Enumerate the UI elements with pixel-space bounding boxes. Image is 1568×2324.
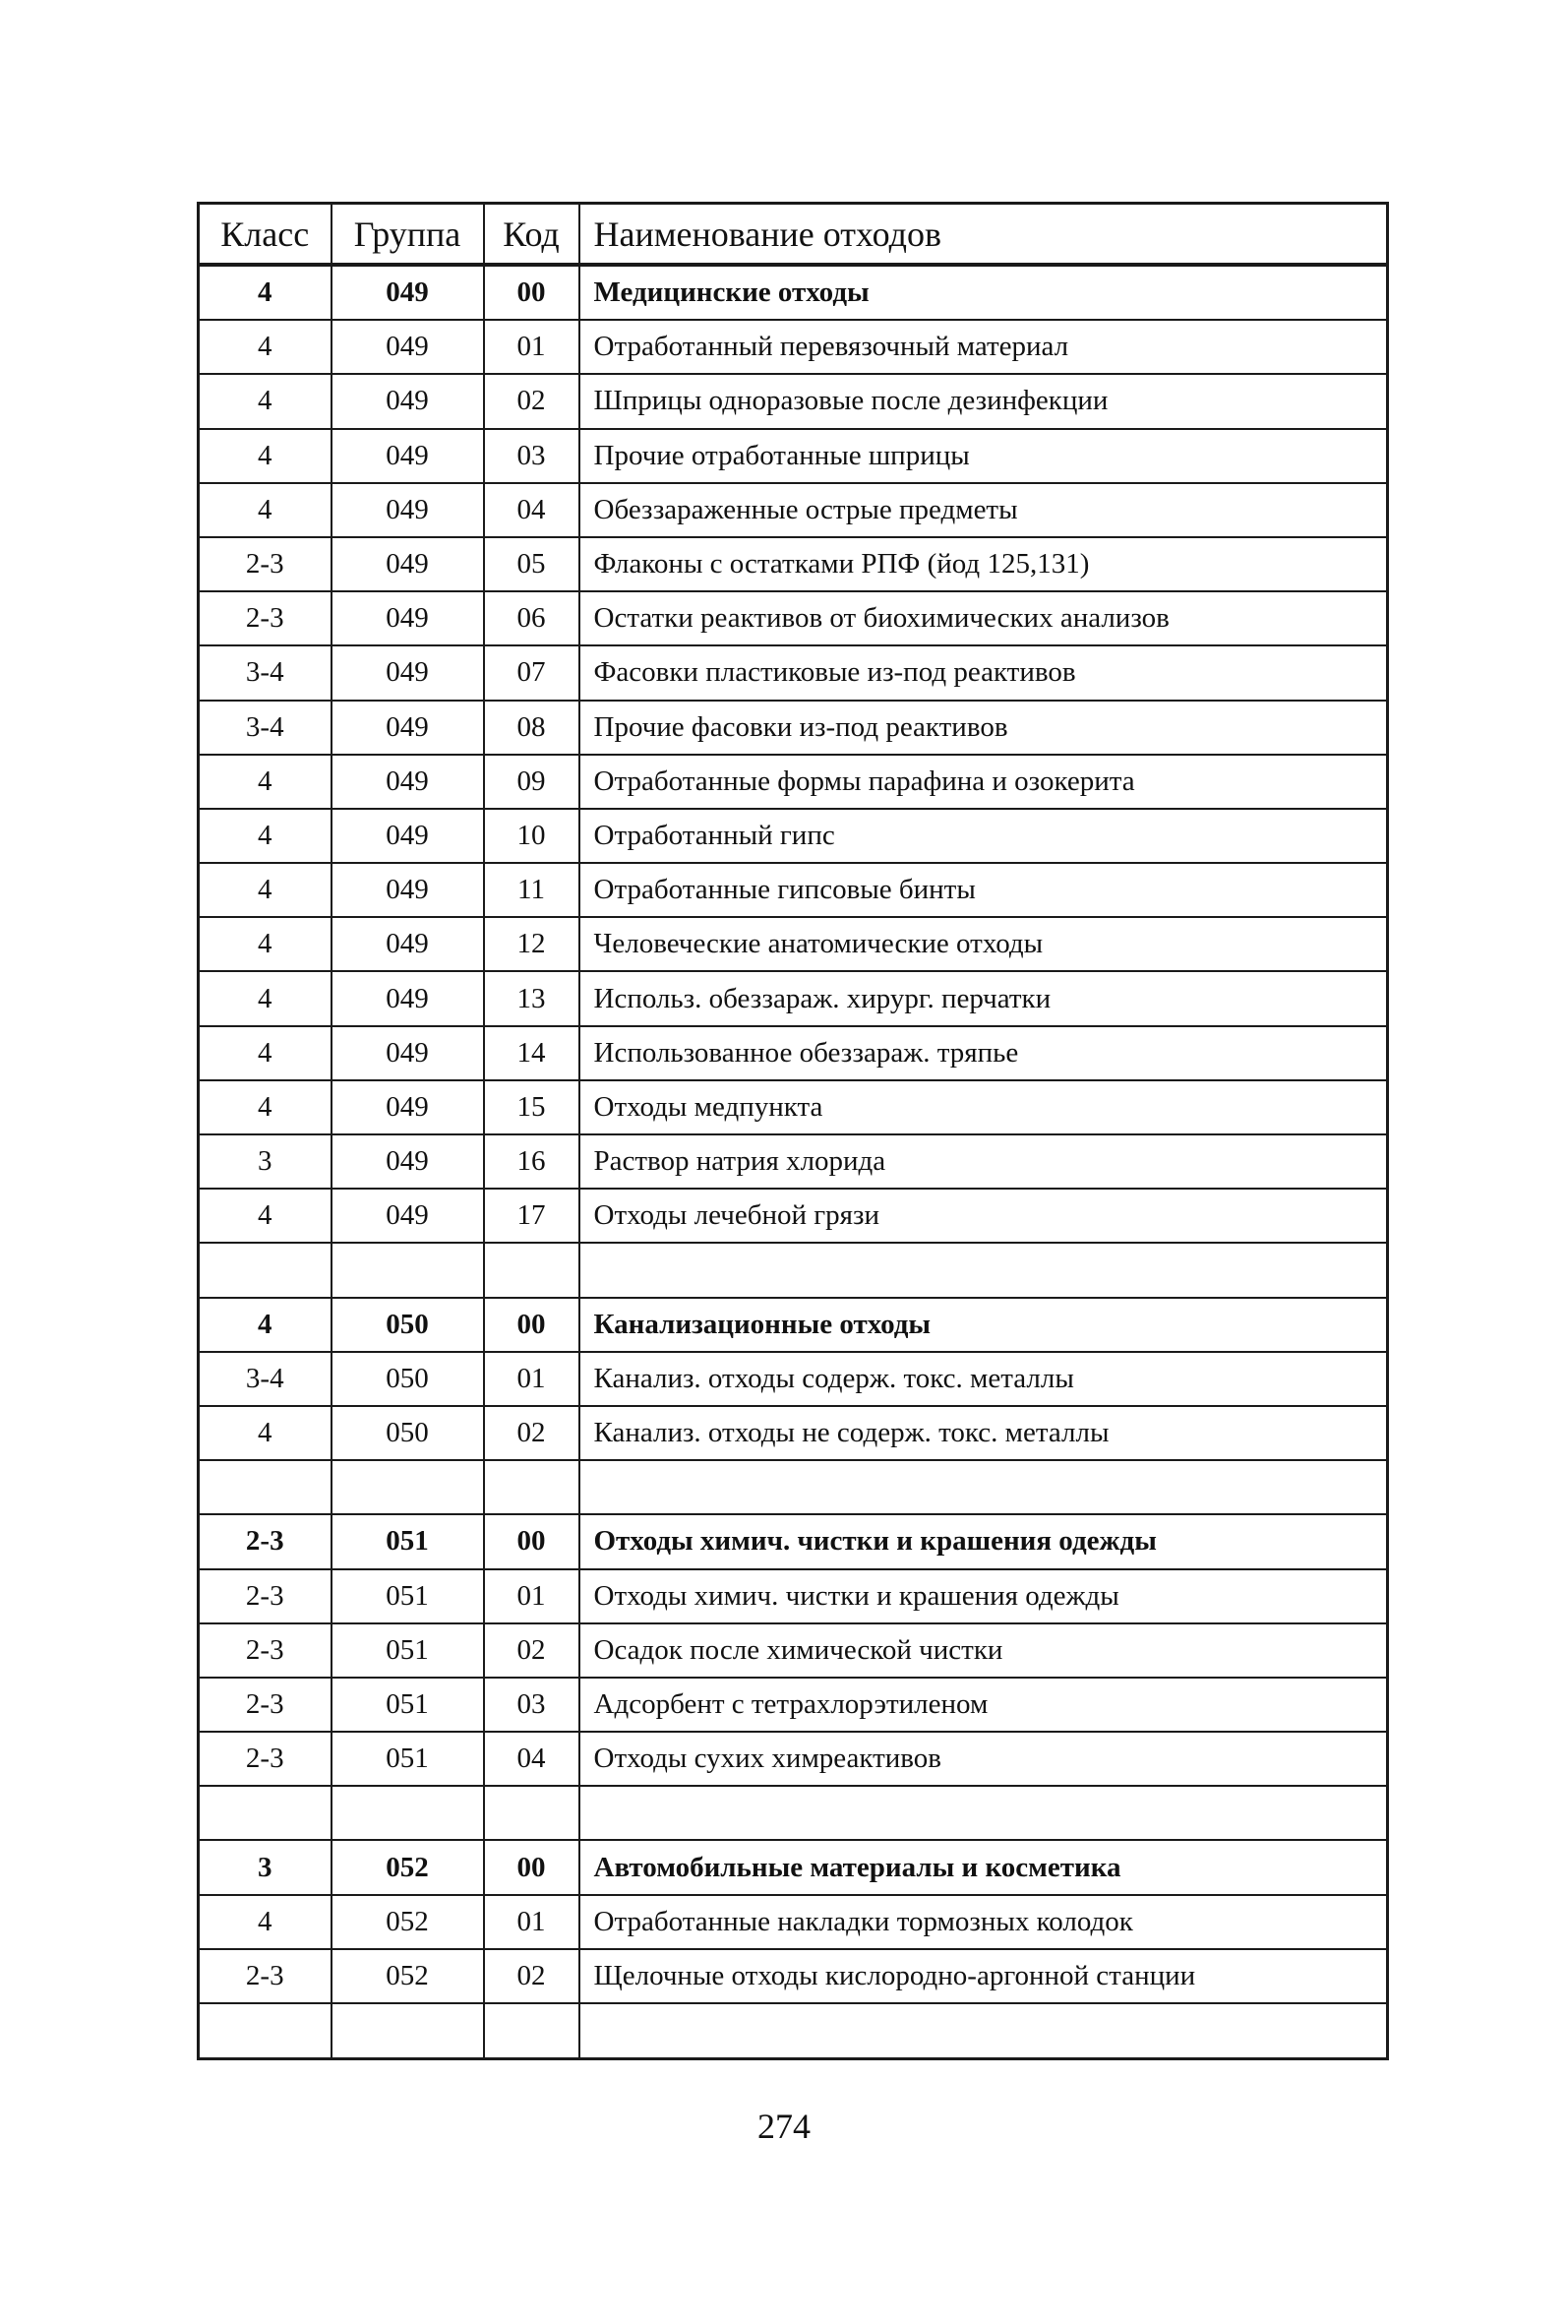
cell-code <box>484 1460 579 1514</box>
cell-code: 11 <box>484 863 579 917</box>
table-row <box>199 755 1388 809</box>
cell-group: 051 <box>332 1678 484 1732</box>
cell-code: 01 <box>484 1569 579 1623</box>
section-header-row <box>199 1298 1388 1352</box>
cell-name: Отходы сухих химреактивов <box>579 1732 1388 1786</box>
cell-name: Канализ. отходы не содерж. токс. металлы <box>579 1406 1388 1460</box>
table-row <box>199 374 1388 428</box>
cell-code: 02 <box>484 1949 579 2003</box>
blank-row <box>199 1460 1388 1514</box>
cell-group: 049 <box>332 537 484 591</box>
table-row <box>199 1134 1388 1189</box>
cell-code: 13 <box>484 971 579 1025</box>
cell-group <box>332 1243 484 1297</box>
cell-code: 14 <box>484 1026 579 1080</box>
table-row <box>199 645 1388 700</box>
cell-group: 049 <box>332 971 484 1025</box>
cell-name: Автомобильные материалы и косметика <box>579 1840 1388 1894</box>
header-row <box>199 204 1388 266</box>
cell-class: 4 <box>199 1026 332 1080</box>
cell-group <box>332 2003 484 2059</box>
cell-class: 4 <box>199 809 332 863</box>
cell-code: 15 <box>484 1080 579 1134</box>
cell-name: Щелочные отходы кислородно-аргонной станции <box>579 1949 1388 2003</box>
table-row <box>199 1080 1388 1134</box>
cell-group: 049 <box>332 591 484 645</box>
cell-class: 4 <box>199 1189 332 1243</box>
cell-name: Отработанный перевязочный материал <box>579 320 1388 374</box>
cell-class <box>199 2003 332 2059</box>
cell-name <box>579 1786 1388 1840</box>
cell-name: Обеззараженные острые предметы <box>579 483 1388 537</box>
cell-code: 07 <box>484 645 579 700</box>
header-code: Код <box>484 204 579 266</box>
cell-name: Отработанный гипс <box>579 809 1388 863</box>
table-row <box>199 701 1388 755</box>
cell-class: 4 <box>199 483 332 537</box>
table-row <box>199 483 1388 537</box>
section-header-row <box>199 265 1388 320</box>
blank-row <box>199 2003 1388 2059</box>
table-row <box>199 1189 1388 1243</box>
cell-code: 10 <box>484 809 579 863</box>
cell-code: 03 <box>484 429 579 483</box>
cell-class: 4 <box>199 1298 332 1352</box>
cell-code: 04 <box>484 483 579 537</box>
cell-name: Канализ. отходы содерж. токс. металлы <box>579 1352 1388 1406</box>
cell-group: 050 <box>332 1406 484 1460</box>
cell-class: 4 <box>199 1895 332 1949</box>
cell-name: Отходы лечебной грязи <box>579 1189 1388 1243</box>
section-header-row <box>199 1840 1388 1894</box>
cell-name: Отходы химич. чистки и крашения одежды <box>579 1569 1388 1623</box>
cell-group: 049 <box>332 1026 484 1080</box>
waste-classification-table <box>197 202 1389 2060</box>
cell-class: 4 <box>199 320 332 374</box>
cell-class: 2-3 <box>199 1623 332 1678</box>
cell-name: Медицинские отходы <box>579 265 1388 320</box>
table-row <box>199 917 1388 971</box>
page-number: 274 <box>757 2107 811 2146</box>
cell-name: Отходы химич. чистки и крашения одежды <box>579 1514 1388 1568</box>
cell-group: 049 <box>332 1080 484 1134</box>
cell-group: 049 <box>332 265 484 320</box>
table-row <box>199 1352 1388 1406</box>
cell-class: 2-3 <box>199 1569 332 1623</box>
cell-class: 4 <box>199 971 332 1025</box>
cell-code: 00 <box>484 265 579 320</box>
cell-name: Использ. обеззараж. хирург. перчатки <box>579 971 1388 1025</box>
cell-group: 049 <box>332 483 484 537</box>
cell-code: 00 <box>484 1298 579 1352</box>
cell-code: 04 <box>484 1732 579 1786</box>
cell-name <box>579 2003 1388 2059</box>
cell-code: 06 <box>484 591 579 645</box>
cell-name <box>579 1460 1388 1514</box>
cell-class: 4 <box>199 863 332 917</box>
cell-code: 05 <box>484 537 579 591</box>
cell-name: Использованное обеззараж. тряпье <box>579 1026 1388 1080</box>
cell-group <box>332 1786 484 1840</box>
table-header <box>199 204 1388 266</box>
cell-class: 3 <box>199 1134 332 1189</box>
cell-code: 12 <box>484 917 579 971</box>
cell-name: Отработанные накладки тормозных колодок <box>579 1895 1388 1949</box>
table-body <box>199 265 1388 2059</box>
cell-group: 051 <box>332 1569 484 1623</box>
cell-class: 3-4 <box>199 1352 332 1406</box>
cell-group: 052 <box>332 1840 484 1894</box>
cell-class <box>199 1460 332 1514</box>
header-name: Наименование отходов <box>579 204 1388 266</box>
cell-group: 049 <box>332 1189 484 1243</box>
cell-group: 051 <box>332 1623 484 1678</box>
cell-class: 4 <box>199 374 332 428</box>
cell-group: 051 <box>332 1514 484 1568</box>
cell-group: 049 <box>332 755 484 809</box>
cell-class: 4 <box>199 265 332 320</box>
cell-class: 3 <box>199 1840 332 1894</box>
table-row <box>199 1623 1388 1678</box>
cell-code: 01 <box>484 1895 579 1949</box>
blank-row <box>199 1786 1388 1840</box>
cell-group: 049 <box>332 320 484 374</box>
blank-row <box>199 1243 1388 1297</box>
cell-class: 3-4 <box>199 701 332 755</box>
cell-name: Канализационные отходы <box>579 1298 1388 1352</box>
cell-code: 03 <box>484 1678 579 1732</box>
header-group: Группа <box>332 204 484 266</box>
cell-code: 02 <box>484 374 579 428</box>
cell-name: Раствор натрия хлорида <box>579 1134 1388 1189</box>
cell-group: 049 <box>332 701 484 755</box>
cell-class: 2-3 <box>199 537 332 591</box>
table-row <box>199 537 1388 591</box>
cell-class: 2-3 <box>199 1514 332 1568</box>
cell-name: Осадок после химической чистки <box>579 1623 1388 1678</box>
cell-class <box>199 1786 332 1840</box>
table-row <box>199 429 1388 483</box>
cell-group: 052 <box>332 1949 484 2003</box>
cell-class: 2-3 <box>199 1678 332 1732</box>
cell-name: Флаконы с остатками РПФ (йод 125,131) <box>579 537 1388 591</box>
cell-code: 02 <box>484 1406 579 1460</box>
cell-group: 051 <box>332 1732 484 1786</box>
header-class: Класс <box>199 204 332 266</box>
cell-group: 052 <box>332 1895 484 1949</box>
cell-class: 4 <box>199 917 332 971</box>
cell-name: Прочие отработанные шприцы <box>579 429 1388 483</box>
cell-name: Адсорбент с тетрахлорэтиленом <box>579 1678 1388 1732</box>
cell-name: Фасовки пластиковые из-под реактивов <box>579 645 1388 700</box>
section-header-row <box>199 1514 1388 1568</box>
cell-group: 049 <box>332 1134 484 1189</box>
cell-name: Отработанные формы парафина и озокерита <box>579 755 1388 809</box>
cell-code <box>484 2003 579 2059</box>
cell-group: 050 <box>332 1352 484 1406</box>
cell-group: 049 <box>332 645 484 700</box>
table-row <box>199 1949 1388 2003</box>
cell-code: 02 <box>484 1623 579 1678</box>
cell-class: 2-3 <box>199 1949 332 2003</box>
cell-class <box>199 1243 332 1297</box>
cell-group: 049 <box>332 429 484 483</box>
table-row <box>199 971 1388 1025</box>
table-row <box>199 1026 1388 1080</box>
cell-name <box>579 1243 1388 1297</box>
table-row <box>199 1732 1388 1786</box>
cell-code: 17 <box>484 1189 579 1243</box>
cell-class: 3-4 <box>199 645 332 700</box>
cell-name: Отходы медпункта <box>579 1080 1388 1134</box>
table-row <box>199 1569 1388 1623</box>
cell-group: 049 <box>332 809 484 863</box>
cell-group <box>332 1460 484 1514</box>
cell-code: 16 <box>484 1134 579 1189</box>
cell-class: 4 <box>199 755 332 809</box>
cell-name: Отработанные гипсовые бинты <box>579 863 1388 917</box>
table-row <box>199 863 1388 917</box>
cell-code: 01 <box>484 1352 579 1406</box>
cell-code: 00 <box>484 1840 579 1894</box>
cell-group: 049 <box>332 374 484 428</box>
cell-name: Шприцы одноразовые после дезинфекции <box>579 374 1388 428</box>
table-row <box>199 809 1388 863</box>
cell-code: 00 <box>484 1514 579 1568</box>
cell-group: 050 <box>332 1298 484 1352</box>
cell-name: Прочие фасовки из-под реактивов <box>579 701 1388 755</box>
cell-name: Человеческие анатомические отходы <box>579 917 1388 971</box>
cell-class: 2-3 <box>199 591 332 645</box>
table-row <box>199 1406 1388 1460</box>
cell-code: 09 <box>484 755 579 809</box>
table-row <box>199 1678 1388 1732</box>
cell-code: 01 <box>484 320 579 374</box>
cell-group: 049 <box>332 917 484 971</box>
cell-name: Остатки реактивов от биохимических анализов <box>579 591 1388 645</box>
cell-class: 2-3 <box>199 1732 332 1786</box>
cell-class: 4 <box>199 1406 332 1460</box>
cell-class: 4 <box>199 429 332 483</box>
table-row <box>199 320 1388 374</box>
cell-class: 4 <box>199 1080 332 1134</box>
cell-group: 049 <box>332 863 484 917</box>
table-row <box>199 1895 1388 1949</box>
cell-code: 08 <box>484 701 579 755</box>
cell-code <box>484 1243 579 1297</box>
table-row <box>199 591 1388 645</box>
cell-code <box>484 1786 579 1840</box>
